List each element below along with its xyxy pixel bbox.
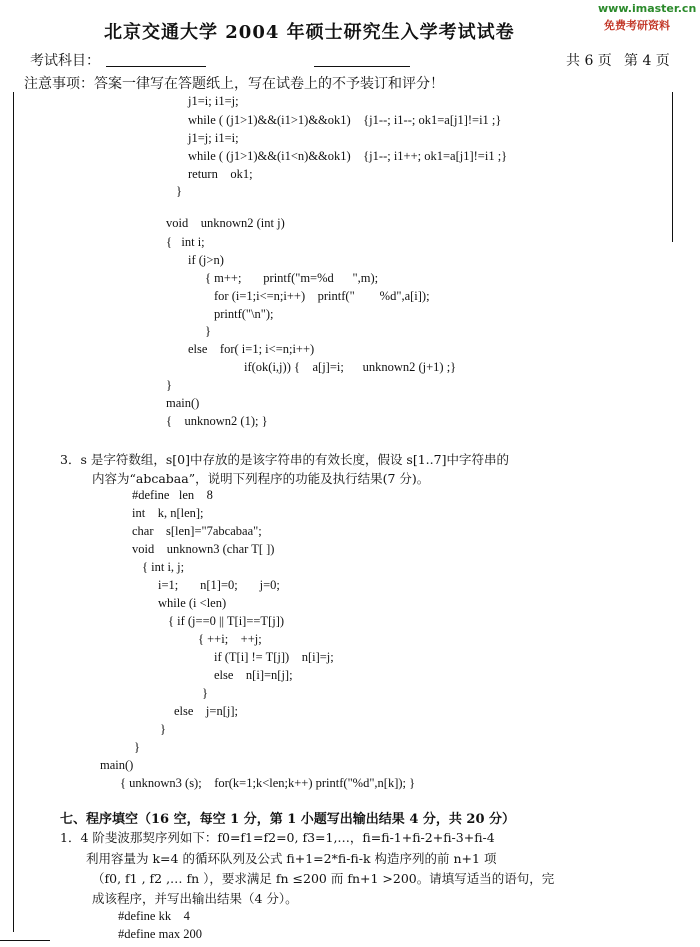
exam-note: 注意事项：答案一律写在答题纸上，写在试卷上的不予装订和评分！	[24, 76, 444, 92]
code-line: }	[202, 686, 208, 700]
code-line: { int i, j;	[142, 560, 185, 574]
code-line: void unknown3 (char T[ ])	[132, 542, 275, 556]
total-pages: 共 6 页	[566, 53, 612, 69]
code-line: { m++; printf("m=%d ",m);	[205, 271, 379, 285]
code-line: }	[166, 378, 172, 392]
question-3-line-2: 内容为“abcabaa”，说明下列程序的功能及执行结果(7 分)。	[92, 471, 430, 486]
code-line: if (j>n)	[188, 253, 224, 267]
exam-title: 北京交通大学 2004 年硕士研究生入学考试试卷	[104, 22, 515, 43]
section-7-line-2: 利用容量为 k=4 的循环队列及公式 fi+1=2*fi-fi-k 构造序列的前 n+1 项	[86, 851, 497, 866]
code-line: i=1; n[1]=0; j=0;	[158, 578, 280, 592]
code-line: }	[134, 740, 140, 754]
page-number: 第 4 页	[624, 53, 670, 69]
code-line: void unknown2 (int j)	[166, 216, 285, 230]
section-7-line-4: 成该程序，并写出输出结果（4 分）。	[92, 891, 298, 906]
code-line: }	[205, 324, 211, 338]
code-line: }	[160, 722, 166, 736]
code-line: while ( (j1>1)&&(i1>1)&&ok1) {j1--; i1--; ok1=a[j1]!=i1 ;}	[188, 113, 502, 127]
code-line: #define max 200	[118, 927, 203, 941]
code-line: { ++i; ++j;	[198, 632, 262, 646]
code-line: #define kk 4	[118, 909, 190, 923]
code-line: return ok1;	[188, 167, 253, 181]
watermark-slogan: 免费考研资料	[604, 19, 670, 32]
subject-blank	[106, 66, 206, 67]
code-line: if (T[i] != T[j]) n[i]=j;	[214, 650, 334, 664]
code-line: while ( (j1>1)&&(i1<n)&&ok1) {j1--; i1++; ok1=a[j1]!=i1 ;}	[188, 149, 508, 163]
subject-blank-2	[314, 66, 410, 67]
section-7-heading: 七、程序填空（16 空，每空 1 分，第 1 小题写出输出结果 4 分，共 20 分）	[60, 812, 516, 827]
code-line: for (i=1;i<=n;i++) printf(" %d",a[i]);	[214, 289, 430, 303]
code-line: { if (j==0 || T[i]==T[j])	[168, 614, 285, 628]
code-line: else for( i=1; i<=n;i++)	[188, 342, 315, 356]
code-line: }	[176, 184, 182, 198]
code-line: while (i <len)	[158, 596, 227, 610]
code-line: if(ok(i,j)) { a[j]=i; unknown2 (j+1) ;}	[244, 360, 457, 374]
code-line: else n[i]=n[j];	[214, 668, 293, 682]
right-margin-line	[672, 92, 673, 242]
section-7-line-1: 1．4 阶斐波那契序列如下：f0=f1=f2=0, f3=1,…，fi=fi-1+fi-2+fi-3+fi-4	[60, 830, 495, 845]
code-line: { int i;	[166, 235, 205, 249]
code-line: j1=i; i1=j;	[188, 94, 239, 108]
question-3-line-1: 3．s 是字符数组，s[0]中存放的是该字符串的有效长度，假设 s[1..7]中字符串的	[60, 452, 509, 467]
code-line: main()	[100, 758, 134, 772]
watermark-url[interactable]: www.imaster.cn	[598, 2, 697, 15]
code-line: j1=j; i1=i;	[188, 131, 239, 145]
code-line: printf("\n");	[214, 307, 274, 321]
left-margin-line	[13, 92, 14, 932]
code-line: { unknown2 (1); }	[166, 414, 268, 428]
code-line: { unknown3 (s); for(k=1;k<len;k++) printf("%d",n[k]); }	[120, 776, 416, 790]
bottom-margin-line	[0, 940, 50, 941]
code-line: char s[len]="7abcabaa";	[132, 524, 262, 538]
code-line: main()	[166, 396, 200, 410]
section-7-line-3: （f0, f1 , f2 ,… fn ），要求满足 fn ≤200 而 fn+1 >200。请填写适当的语句，完	[92, 871, 555, 886]
subject-label: 考试科目：	[30, 53, 100, 69]
code-line: #define len 8	[132, 488, 213, 502]
code-line: int k, n[len];	[132, 506, 204, 520]
code-line: else j=n[j];	[174, 704, 238, 718]
